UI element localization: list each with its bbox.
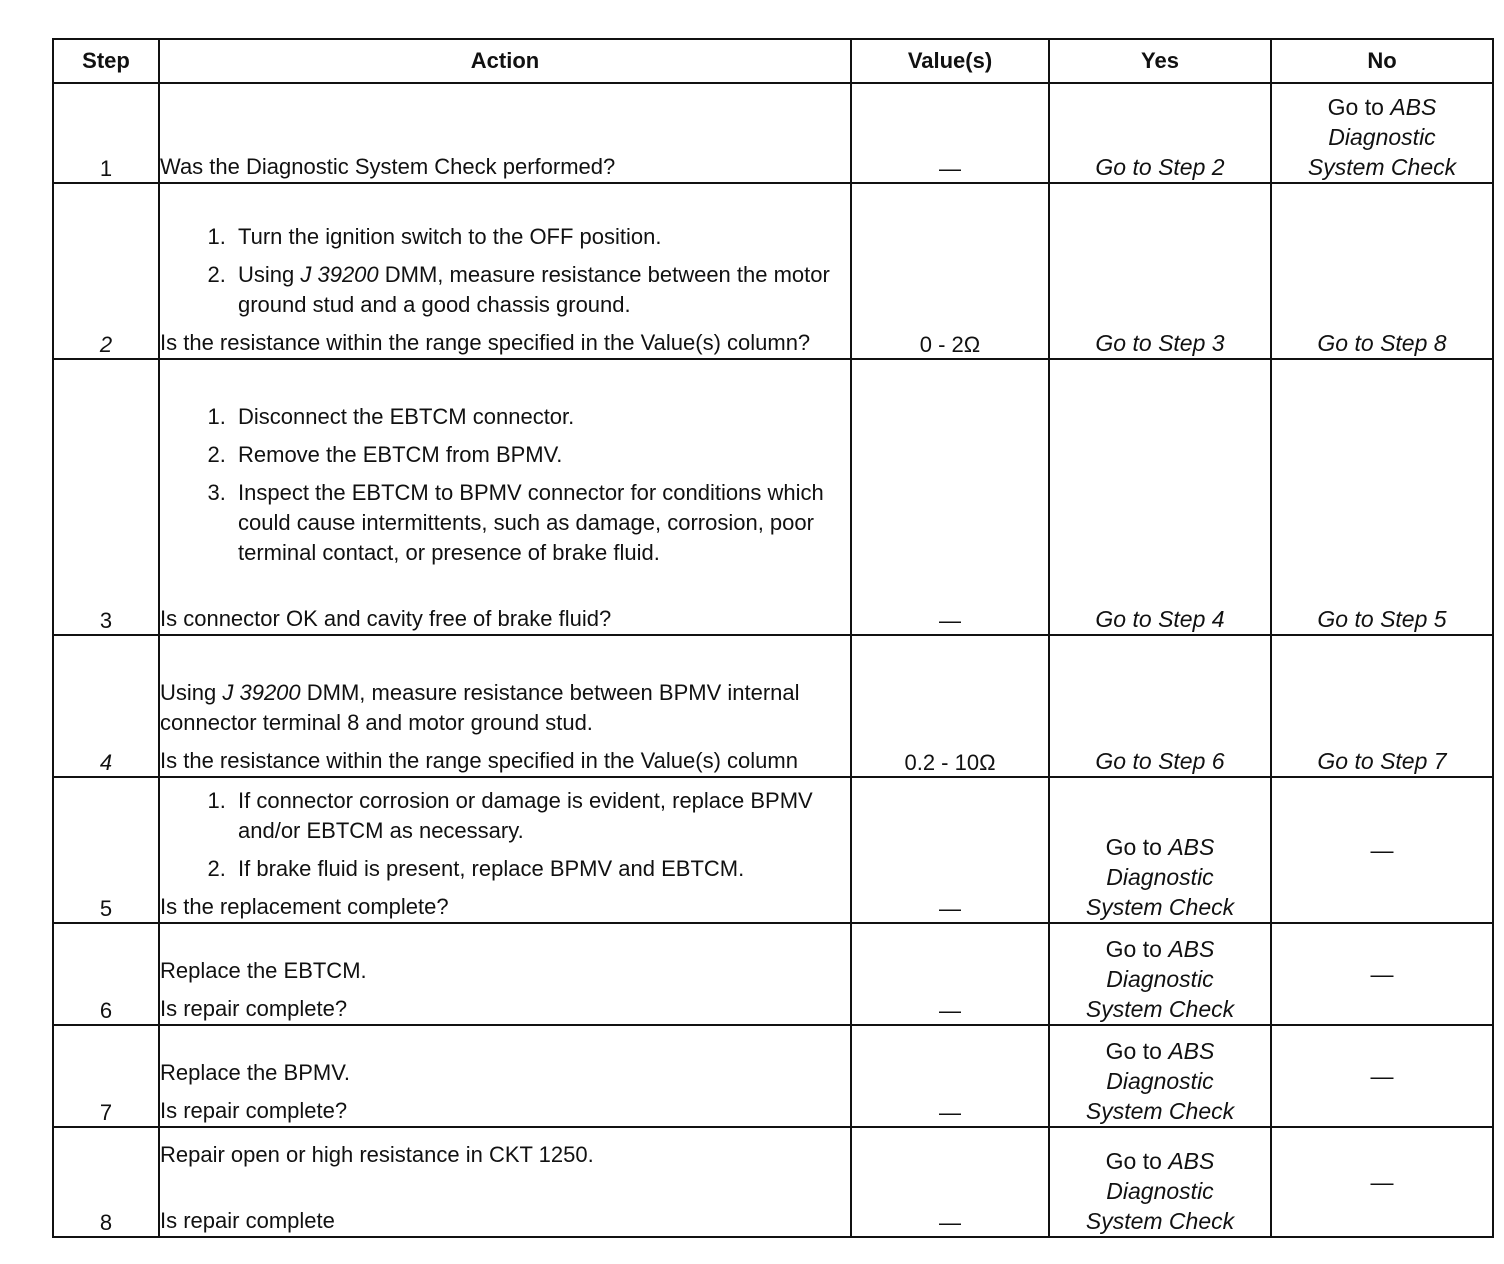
action-cell [159,1127,851,1237]
no-cell: — [1271,777,1493,923]
step-number: 7 [53,1025,159,1127]
action-text: Replace the BPMV. [160,1060,350,1085]
header-yes: Yes [1049,39,1271,83]
yes-cell [1049,923,1271,1025]
no-cell: — [1271,1025,1493,1127]
goto-abs: ABS [1168,936,1215,962]
no-cell: Go to Step 5 [1271,359,1493,635]
table-row [53,1025,1493,1127]
action-cell [159,183,851,359]
goto-line3: System Check [1085,894,1235,920]
action-question: Is the replacement complete? [160,894,449,919]
action-item: 2. If brake fluid is present, replace BPMV and EBTCM. [232,854,850,884]
goto-line2: Diagnostic [1106,864,1214,890]
step-number: 4 [53,635,159,777]
header-no: No [1271,39,1493,83]
action-text: Replace the EBTCM. [160,958,367,983]
table-row [53,1127,1493,1237]
action-item: 2. Remove the EBTCM from BPMV. [232,440,850,470]
action-cell [159,1025,851,1127]
goto-line3: System Check [1085,1098,1235,1124]
step-number: 2 [53,183,159,359]
action-list [160,402,850,568]
yes-cell [1049,777,1271,923]
goto-line3: System Check [1085,996,1235,1022]
diagnostic-table [52,38,1494,1238]
goto-line3: System Check [1085,1208,1235,1234]
yes-cell [1049,1025,1271,1127]
action-question: Is the resistance within the range specified in the Value(s) column? [160,330,811,355]
action-item: 1. Disconnect the EBTCM connector. [232,402,850,432]
value-cell: — [851,777,1049,923]
action-question: Was the Diagnostic System Check performed? [160,154,616,179]
action-question: Is the resistance within the range specified in the Value(s) column [160,748,798,773]
action-question: Is connector OK and cavity free of brake fluid? [160,606,612,631]
action-cell [159,635,851,777]
table-row [53,83,1493,183]
header-row [53,39,1493,83]
table-row [53,777,1493,923]
goto-abs: ABS [1168,1038,1215,1064]
header-step: Step [53,39,159,83]
table-row [53,923,1493,1025]
goto-abs: ABS [1390,94,1437,120]
header-action: Action [159,39,851,83]
goto-line2: Diagnostic [1106,1068,1214,1094]
action-list [160,222,850,320]
goto-line2: Diagnostic [1106,966,1214,992]
action-item: 1. Turn the ignition switch to the OFF position. [232,222,850,252]
tool-name: J 39200 [300,262,379,287]
step-number: 8 [53,1127,159,1237]
table-row [53,183,1493,359]
action-question: Is repair complete [160,1208,335,1233]
action-item: 2. Using J 39200 DMM, measure resistance between the motor ground stud and a good chassis ground. [232,260,850,320]
action-question: Is repair complete? [160,996,348,1021]
yes-cell: Go to Step 3 [1049,183,1271,359]
action-question: Is repair complete? [160,1098,348,1123]
yes-cell: Go to Step 6 [1049,635,1271,777]
value-cell: — [851,83,1049,183]
no-cell: Go to Step 7 [1271,635,1493,777]
value-cell: 0.2 - 10Ω [851,635,1049,777]
no-cell: — [1271,923,1493,1025]
action-item: 3. Inspect the EBTCM to BPMV connector for conditions which could cause intermittents, such as damage, corrosion, poor terminal contact, or presence of brake fluid. [232,478,850,568]
goto-prefix: Go to [1105,1148,1169,1174]
step-number: 1 [53,83,159,183]
table-row [53,635,1493,777]
action-cell [159,359,851,635]
step-number: 3 [53,359,159,635]
yes-cell: Go to Step 4 [1049,359,1271,635]
goto-line3: System Check [1307,154,1457,180]
action-cell [159,83,851,183]
tool-name: J 39200 [222,680,301,705]
no-cell: — [1271,1127,1493,1237]
action-list [160,786,850,884]
step-number: 5 [53,777,159,923]
table-row [53,359,1493,635]
yes-cell: Go to Step 2 [1049,83,1271,183]
header-values: Value(s) [851,39,1049,83]
goto-line2: Diagnostic [1328,124,1436,150]
action-cell [159,923,851,1025]
goto-line2: Diagnostic [1106,1178,1214,1204]
goto-abs: ABS [1168,1148,1215,1174]
value-cell: 0 - 2Ω [851,183,1049,359]
goto-prefix: Go to [1105,1038,1169,1064]
action-cell [159,777,851,923]
no-cell [1271,83,1493,183]
goto-prefix: Go to [1105,834,1169,860]
goto-prefix: Go to [1105,936,1169,962]
value-cell: — [851,1025,1049,1127]
yes-cell [1049,1127,1271,1237]
goto-abs: ABS [1168,834,1215,860]
value-cell: — [851,1127,1049,1237]
action-text: Repair open or high resistance in CKT 1250. [160,1142,594,1167]
step-number: 6 [53,923,159,1025]
action-item: 1. If connector corrosion or damage is evident, replace BPMV and/or EBTCM as necessary. [232,786,850,846]
value-cell: — [851,359,1049,635]
goto-prefix: Go to [1327,94,1391,120]
value-cell: — [851,923,1049,1025]
no-cell: Go to Step 8 [1271,183,1493,359]
action-text: Using J 39200 DMM, measure resistance between BPMV internal connector terminal 8 and motor ground stud. [160,680,800,735]
